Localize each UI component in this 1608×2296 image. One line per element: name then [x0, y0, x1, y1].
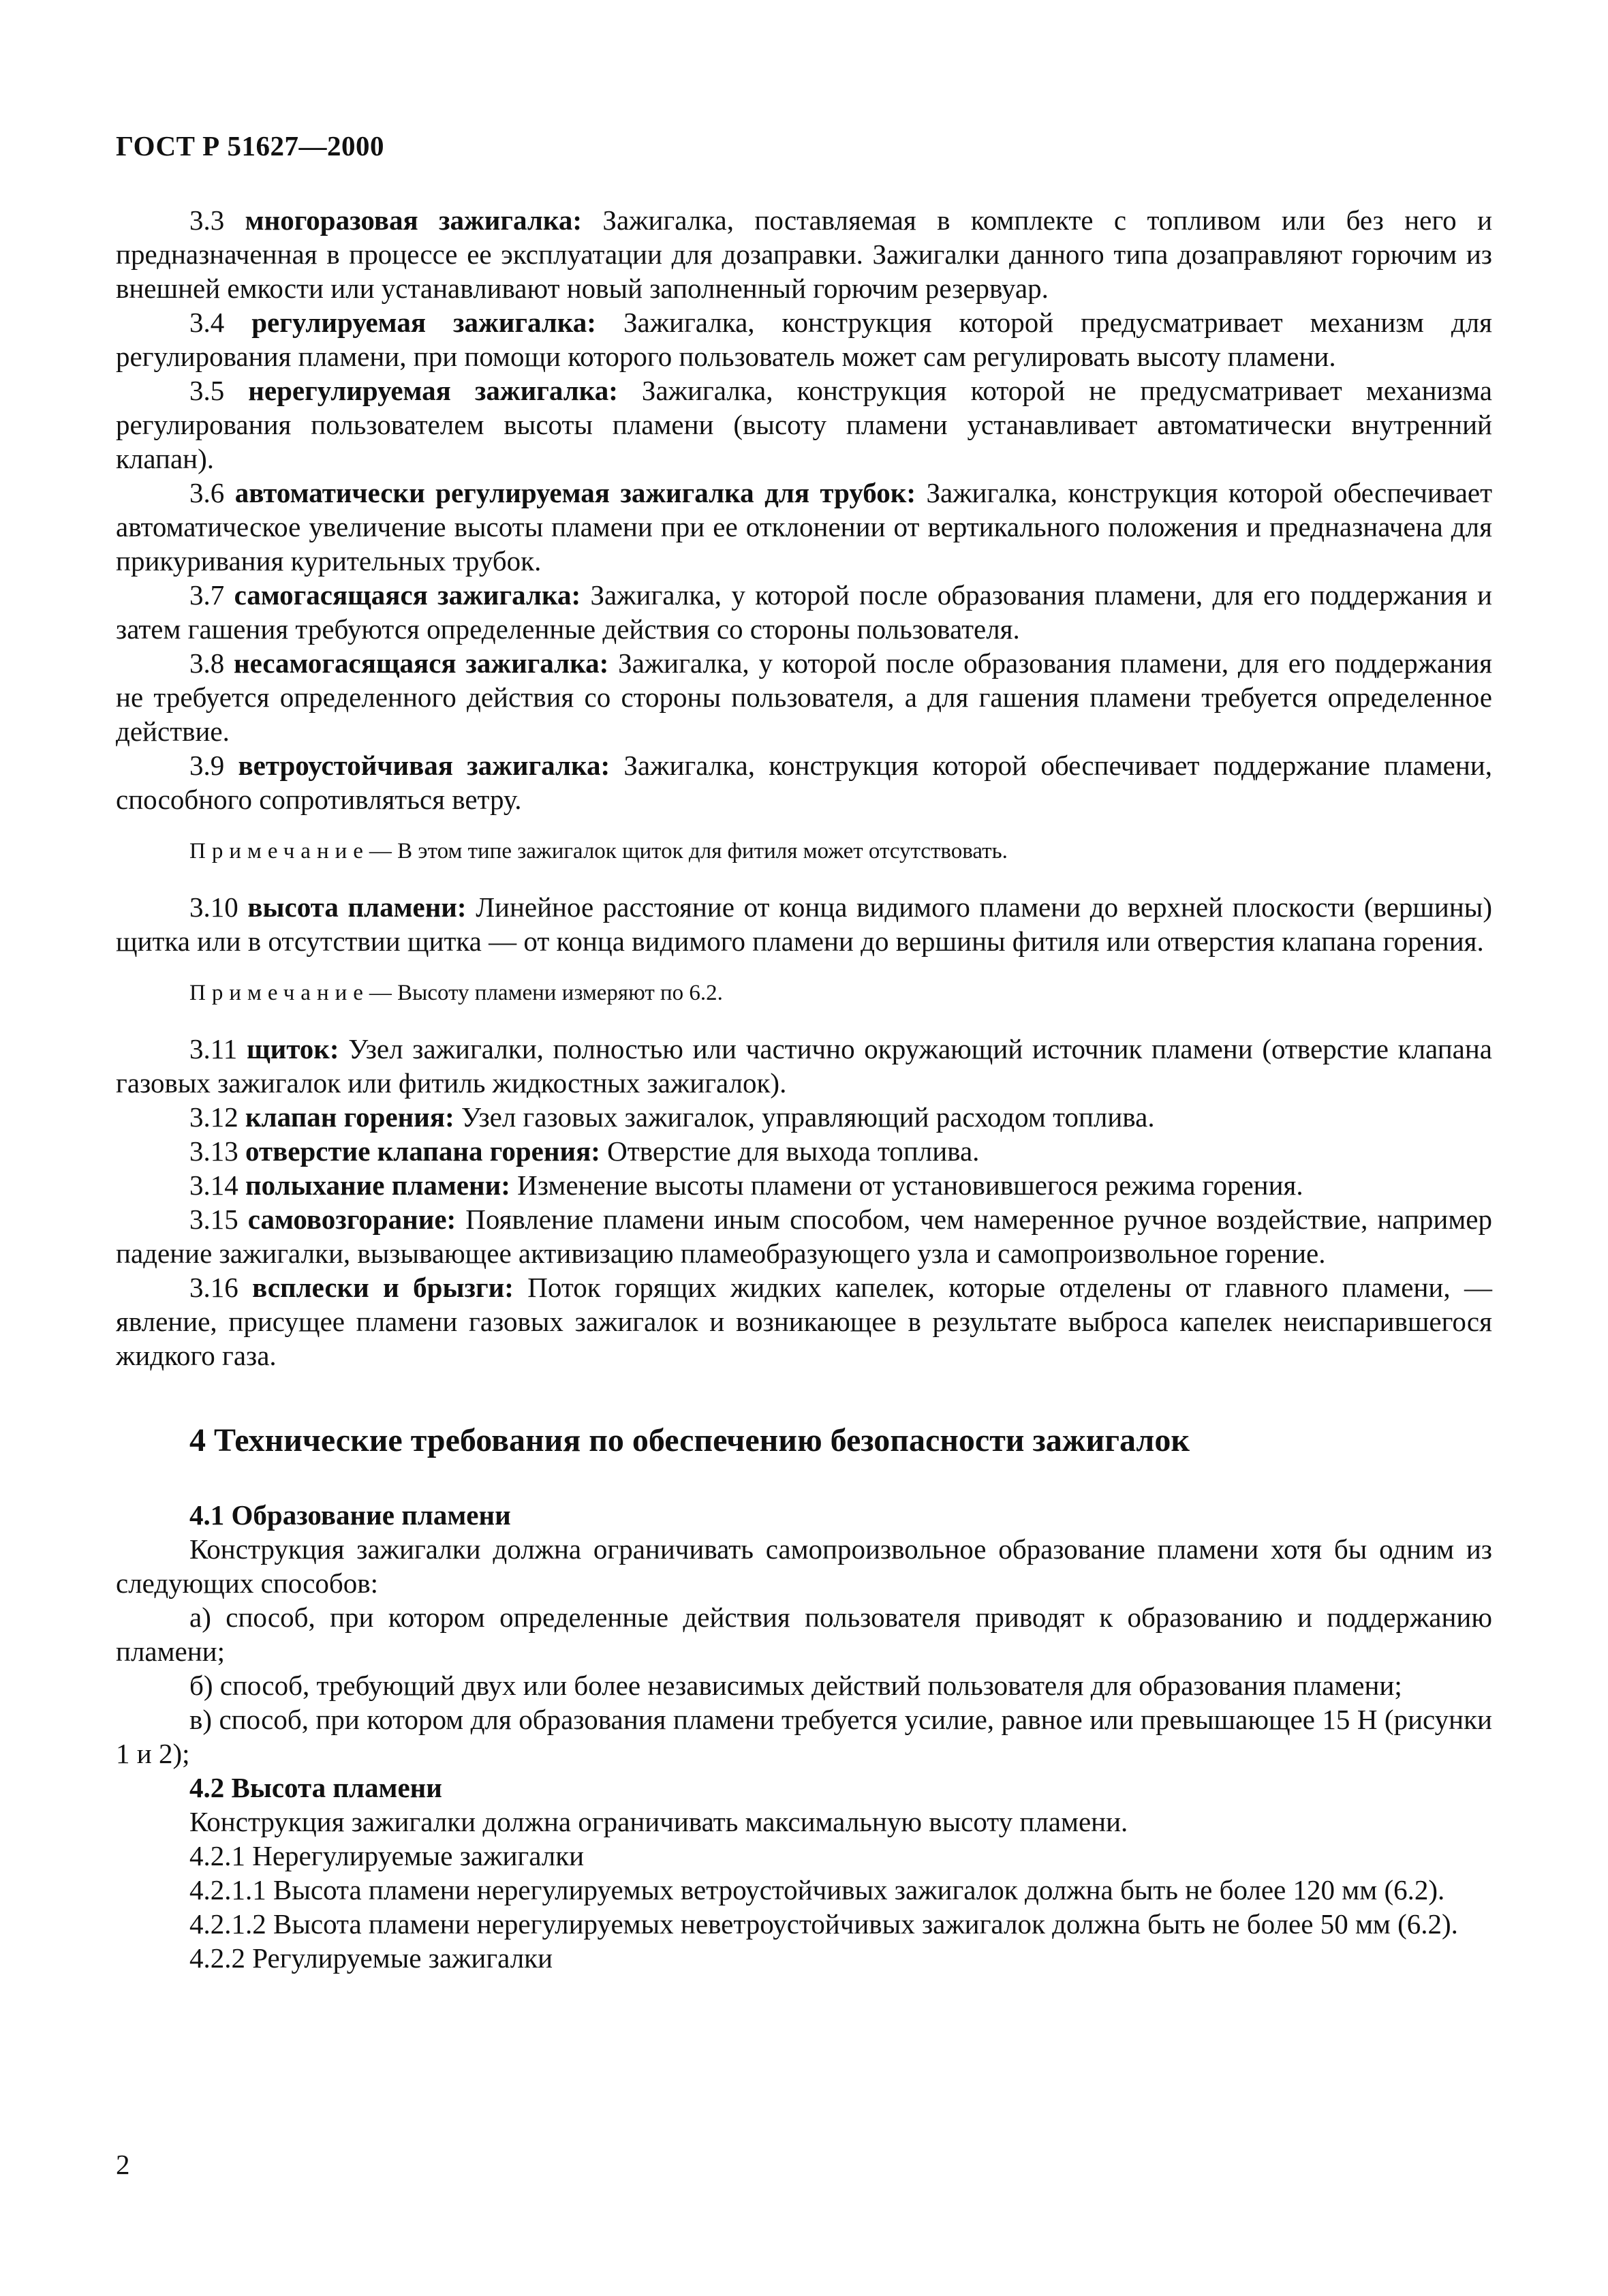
definition-3-8 — [116, 646, 1492, 748]
note-label: Примечание — [189, 981, 369, 1005]
section-4-1-heading: 4.1 Образование пламени — [189, 1499, 511, 1531]
note-1 — [116, 836, 1492, 867]
term: нерегулируемая зажигалка: — [248, 375, 618, 406]
clause-number: 3.7 — [189, 579, 225, 611]
definition-3-7 — [116, 578, 1492, 646]
section-4-2-1: 4.2.1 Нерегулируемые зажигалки — [189, 1840, 585, 1871]
term: регулируемая зажигалка: — [251, 307, 596, 338]
standard-header: ГОСТ Р 51627—2000 — [116, 130, 384, 162]
clause-number: 3.13 — [189, 1135, 238, 1167]
clause-number: 3.15 — [189, 1204, 238, 1235]
list-item-b: б) способ, требующий двух или более независимых действий пользователя для образования пламени; — [189, 1670, 1402, 1701]
definition-text: Зажигалка, у которой после образования пламени, для его поддержания и затем гашения требуются определенные действия со стороны пользователя. — [116, 579, 1493, 645]
definition-3-9 — [116, 748, 1492, 816]
definition-3-6 — [116, 476, 1492, 578]
clause-number: 3.6 — [189, 477, 225, 508]
clause-number: 3.11 — [189, 1033, 238, 1065]
term: многоразовая зажигалка: — [245, 204, 583, 236]
definition-text: Линейное расстояние от конца видимого пламени до верхней плоскости (вершины) щитка или в отсутствии щитка — от конца видимого пламени до вершины фитиля или отверстия клапана горения. — [116, 891, 1493, 957]
note-text: — В этом типе зажигалок щиток для фитиля может отсутствовать. — [369, 839, 1008, 863]
definition-text: Зажигалка, конструкция которой обеспечивает поддержание пламени, способного сопротивляться ветру. — [116, 750, 1492, 815]
definition-text: Появление пламени иным способом, чем намеренное ручное воздействие, например падение зажигалки, вызывающее активизацию пламеобразующего узла и самопроизвольное горение. — [116, 1204, 1492, 1269]
definition-text: Зажигалка, конструкция которой предусматривает механизм для регулирования пламени, при помощи которого пользователь может сам регулировать высоту пламени. — [116, 307, 1492, 372]
definition-text: Поток горящих жидких капелек, которые отделены от главного пламени, — явление, присущее пламени газовых зажигалок и возникающее в результате выброса капелек неиспарившегося жидкого газа. — [116, 1272, 1492, 1371]
note-label: Примечание — [189, 839, 369, 863]
clause-number: 3.8 — [189, 647, 225, 679]
section-4-2-intro: Конструкция зажигалки должна ограничивать максимальную высоту пламени. — [189, 1806, 1128, 1837]
document-body — [116, 203, 1492, 1975]
definition-3-15 — [116, 1202, 1492, 1270]
note-2 — [116, 977, 1492, 1009]
clause-number: 3.16 — [189, 1272, 238, 1303]
section-4-heading: 4 Технические требования по обеспечению безопасности зажигалок — [189, 1422, 1190, 1458]
term: ветроустойчивая зажигалка: — [238, 750, 610, 781]
definition-text: Изменение высоты пламени от установившегося режима горения. — [510, 1169, 1303, 1201]
list-item-a: а) способ, при котором определенные действия пользователя приводят к образованию и поддержанию пламени; — [116, 1602, 1492, 1667]
definition-3-13 — [116, 1134, 1492, 1168]
section-4-2-1-1: 4.2.1.1 Высота пламени нерегулируемых ветроустойчивых зажигалок должна быть не более 120 мм (6.2). — [189, 1874, 1445, 1905]
clause-number: 3.5 — [189, 375, 225, 406]
term: всплески и брызги: — [252, 1272, 514, 1303]
definition-3-4 — [116, 305, 1492, 373]
definition-text: Узел зажигалки, полностью или частично окружающий источник пламени (отверстие клапана газовых зажигалок или фитиль жидкостных зажигалок). — [116, 1033, 1492, 1099]
term: самогасящаяся зажигалка: — [234, 579, 581, 611]
definition-3-3 — [116, 203, 1492, 305]
term: самовозгорание: — [247, 1204, 457, 1235]
clause-number: 3.4 — [189, 307, 225, 338]
list-item-c: в) способ, при котором для образования пламени требуется усилие, равное или превышающее 15 Н (рисунки 1 и 2); — [116, 1704, 1492, 1769]
clause-number: 3.14 — [189, 1169, 238, 1201]
term: щиток: — [246, 1033, 339, 1065]
term: автоматически регулируемая зажигалка для трубок: — [234, 477, 916, 508]
clause-number: 3.3 — [189, 204, 225, 236]
definition-3-14 — [116, 1168, 1492, 1202]
definition-3-16 — [116, 1270, 1492, 1373]
page-number: 2 — [116, 2149, 130, 2180]
term: отверстие клапана горения: — [245, 1135, 600, 1167]
term: несамогасящаяся зажигалка: — [234, 647, 609, 679]
definition-3-11 — [116, 1032, 1492, 1100]
clause-number: 3.10 — [189, 891, 238, 923]
section-4-2-1-2: 4.2.1.2 Высота пламени нерегулируемых неветроустойчивых зажигалок должна быть не более 50 мм (6.2). — [189, 1908, 1458, 1940]
clause-number: 3.9 — [189, 750, 225, 781]
definition-text: Зажигалка, у которой после образования пламени, для его поддержания не требуется определенного действия со стороны пользователя, а для гашения пламени требуется определенное действие. — [116, 647, 1492, 747]
clause-number: 3.12 — [189, 1101, 238, 1133]
definition-text: Зажигалка, конструкция которой не предусматривает механизма регулирования пользователем высоты пламени (высоту пламени устанавливает автоматически внутренний клапан). — [116, 375, 1493, 474]
definition-3-5 — [116, 373, 1492, 476]
term: высота пламени: — [247, 891, 467, 923]
section-4-2-heading: 4.2 Высота пламени — [189, 1772, 442, 1803]
section-4-1-intro: Конструкция зажигалки должна ограничивать самопроизвольное образование пламени хотя бы одним из следующих способов: — [116, 1533, 1492, 1599]
term: клапан горения: — [245, 1101, 454, 1133]
definition-3-12 — [116, 1100, 1492, 1134]
definition-text: Зажигалка, поставляемая в комплекте с топливом или без него и предназначенная в процессе ее эксплуатации для дозаправки. Зажигалки данного типа дозаправляют горючим из внешней емкости или устанавливают новый заполненный горючим резервуар. — [116, 204, 1493, 304]
definition-3-10 — [116, 890, 1492, 958]
definition-text: Отверстие для выхода топлива. — [600, 1135, 980, 1167]
definition-text: Узел газовых зажигалок, управляющий расходом топлива. — [454, 1101, 1155, 1133]
term: полыхание пламени: — [245, 1169, 510, 1201]
note-text: — Высоту пламени измеряют по 6.2. — [369, 981, 723, 1005]
definition-text: Зажигалка, конструкция которой обеспечивает автоматическое увеличение высоты пламени при ее отклонении от вертикального положения и предназначена для прикуривания курительных трубок. — [116, 477, 1493, 577]
section-4-2-2: 4.2.2 Регулируемые зажигалки — [189, 1942, 553, 1974]
